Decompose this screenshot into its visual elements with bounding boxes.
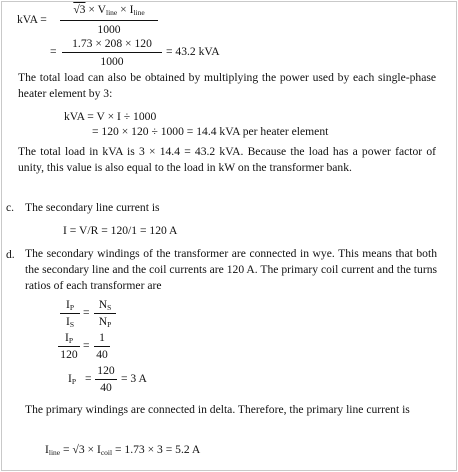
sqrt-three: √3	[73, 3, 86, 16]
fraction-numerator: 1.73 × 208 × 120	[72, 37, 152, 50]
item-marker: d.	[6, 248, 15, 261]
equals-sign: =	[83, 306, 90, 319]
item-text: The secondary windings of the transformer are connected in wye. This means that both the secondary line and the coil currents are 120 A. The primary coil current and the turns ratios of each transformer are	[25, 247, 437, 293]
fraction-numerator: $I_P$	[64, 331, 74, 345]
equation-line: = 120 × 120 ÷ 1000 = 14.4 kVA per heater element	[92, 125, 329, 138]
fraction-denominator: $I_S$	[65, 315, 75, 329]
equation-result: = 43.2 kVA	[166, 45, 220, 58]
equals-sign: =	[50, 45, 57, 58]
fraction-denominator: 1000	[97, 23, 121, 36]
fraction-denominator: 120	[60, 348, 78, 361]
equation-lhs: kVA =	[17, 13, 47, 26]
fraction-numerator: 120	[97, 364, 115, 377]
fraction-bar	[60, 313, 80, 314]
paragraph: The total load can also be obtained by multiplying the power used by each single-phase heater element by 3:	[18, 71, 436, 101]
fraction-bar	[60, 20, 158, 21]
paragraph: The primary windings are connected in delta. Therefore, the primary line current is	[25, 403, 410, 416]
fraction-bar	[94, 313, 116, 314]
fraction-bar	[94, 346, 110, 347]
item-text: The secondary line current is	[25, 201, 160, 214]
paragraph: The total load in kVA is 3 × 14.4 = 43.2 kVA. Because the load has a power factor of unity, this value is also equal to the load in kW on the transformer bank.	[18, 145, 436, 175]
fraction-bar	[58, 346, 80, 347]
equation-line: kVA = V × I ÷ 1000	[64, 110, 157, 123]
fraction-numerator: 1	[99, 331, 105, 344]
fraction-denominator: $N_P$	[98, 315, 112, 329]
fraction-denominator: 1000	[100, 55, 124, 68]
equals-sign: =	[83, 339, 90, 352]
equation-line: I = V/R = 120/1 = 120 A	[63, 224, 178, 237]
fraction-numerator: $I_P$	[65, 298, 75, 312]
fraction-bar	[62, 52, 162, 53]
item-marker: c.	[6, 201, 15, 214]
fraction-numerator: $√3 \times V_{line} \times I_{line}$	[73, 3, 145, 17]
fraction-numerator: $N_S$	[98, 298, 112, 312]
fraction-denominator: 40	[96, 348, 108, 361]
fraction-denominator: 40	[100, 381, 112, 394]
equation-result: = 3 A	[121, 372, 147, 385]
equals-sign: =	[85, 372, 92, 385]
equation-line: $I_{line} = √3 \times I_{coil} = 1.73 \times 3 = 5.2$ A	[45, 443, 201, 457]
equation-lhs: $I_P$	[68, 372, 77, 386]
fraction-bar	[95, 379, 117, 380]
